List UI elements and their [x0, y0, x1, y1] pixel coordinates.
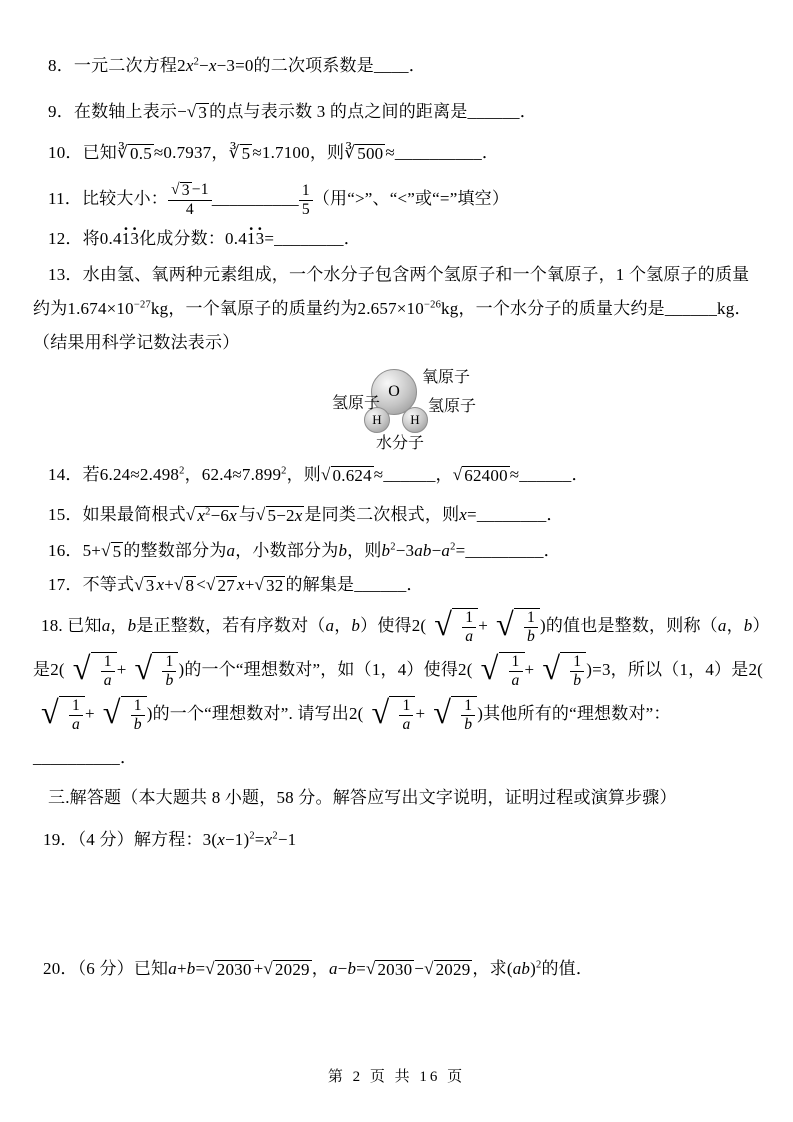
hydrogen-label-left: 氢原子 [332, 395, 381, 412]
hydrogen-symbol: H [372, 412, 382, 427]
question-18: 18. 已知a，b是正整数，若有序数对（a，b）使得2( √ $\frac{1}{a}$ + √ $\frac{1}{b}$ )的值也是整数，则称（a，b）是2( √ $\frac{1}{a}$ + √ $\frac{1}{b}$ )的一个“理想数对”，如（1，4）使得2( √ $\frac{1}{a}$ + √ $\frac{1}{b}$ )=3，所以（1，4）是2( √ $\frac{1}{a}$ + √ $\frac{1}{b}$ )的一个“理想数对”. 请写出2( √ $\frac{1}{a}$ + √ $\frac{1}{b}$ )其他所有的“理想数对”：__________． [33, 606, 764, 767]
question-17: 17．不等式 √ 3 x+ √ 8 < √ 27 x+ √ 32 的解集是______． [48, 575, 424, 595]
question-11: 11．比较大小： √ 3 −1 4 __________ $\frac{1}{5}$ （用“>”、“<”或“=”填空） [48, 181, 510, 218]
question-15: 15．如果最简根式 √ $x^2-6x$ 与 √ 5−2x 是同类二次根式，则x=________． [48, 505, 564, 525]
hydrogen-label-right: 氢原子 [428, 398, 477, 415]
section-3-header: 三.解答题（本大题共 8 小题，58 分。解答应写出文字说明，证明过程或演算步骤） [48, 788, 677, 807]
oxygen-symbol: O [388, 383, 400, 400]
water-molecule-diagram [330, 362, 510, 454]
question-8: 8．一元二次方程$2x^2-x-3=0$的二次项系数是____． [48, 56, 426, 75]
question-19: 19．（4 分）解方程：$3(x-1)^2=x^2-1$ [43, 830, 297, 849]
question-20: 20．（6 分）已知a+b= √ 2030 + √ 2029 ，a−b= √ 2030 − √ 2029 ，求(ab)$^2$的值． [43, 959, 594, 979]
oxygen-label: 氧原子 [422, 369, 471, 386]
molecule-label: 水分子 [376, 435, 425, 452]
page-number-footer: 第 2 页 共 16 页 [327, 1069, 466, 1085]
question-13: 13．水由氢、氧两种元素组成，一个水分子包含两个氢原子和一个氧原子，1 个氢原子的质量约为$1.674\times 10^{-27}kg$，一个氧原子的质量约为$2.657\times 10^{-26}kg$，一个水分子的质量大约是______kg．（结果用科学记数法表示） [33, 265, 752, 352]
question-10: 10．已知 ∛ 0.5 ≈0.7937， ∛ 5 ≈1.7100，则 ∛ 500 ≈__________． [48, 143, 500, 163]
question-14: 14．若$6.24\approx 2.498^2$，$62.4\approx 7.899^2$，则 √ 0.624 ≈______， √ 62400 ≈______． [48, 465, 589, 485]
question-12: 12．将0.4· 1· 3化成分数：0.4· 1· 3=________． [48, 224, 765, 254]
hydrogen-symbol: H [410, 412, 420, 427]
question-16: 16．5+ √ 5 的整数部分为a，小数部分为b，则$b^2-3ab-a^2=\_\_\_\_\_\_\_\_\_$． [48, 541, 561, 561]
question-9: 9．在数轴上表示− √ 3 的点与表示数 3 的点之间的距离是______． [48, 102, 537, 122]
exam-content [33, 52, 765, 982]
